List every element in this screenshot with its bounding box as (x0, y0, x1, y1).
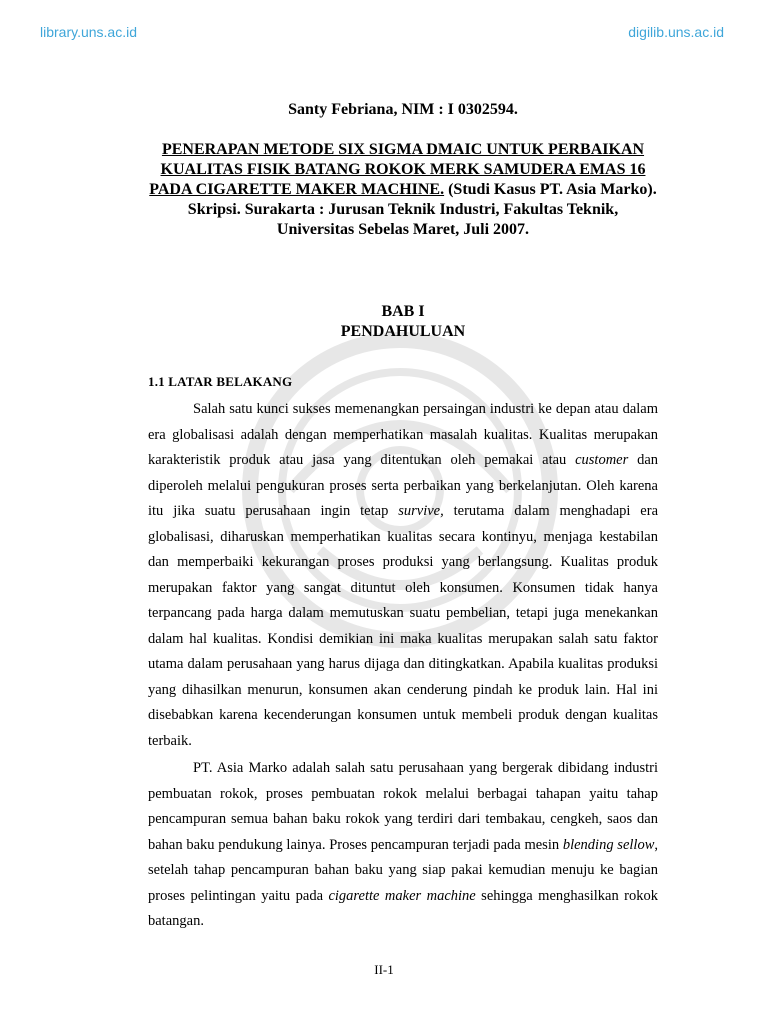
paragraph-2-italic-machine: cigarette maker machine (328, 887, 476, 904)
paragraph-1 (148, 397, 658, 754)
page-number: II-1 (374, 962, 394, 977)
paragraph-2-text-a: PT. Asia Marko adalah salah satu perusahaan yang bergerak dibidang industri pembuatan rokok, proses pembuatan rokok melalui berbagai tahapan yaitu tahap pencampuran semua bahan baku rokok yang terdiri dari tembakau, cengkeh, saos dan bahan baku pendukung lainya. Proses pencampuran terjadi pada mesin (148, 760, 658, 853)
citation-block (148, 140, 658, 240)
paragraph-1-text-b: dan diperoleh melalui pengukuran proses serta perbaikan yang berkelanjutan. Oleh karena itu jika suatu perusahaan ingin tetap (148, 452, 659, 519)
paragraph-2-text-b: , setelah tahap pencampuran bahan baku yang siap pakai kemudian menuju ke bagian proses pelintingan yaitu pada (148, 836, 658, 904)
paragraph-1-text-c: terutama dalam menghadapi era globalisasi, diharuskan memperhatikan kualitas secara kontinyu, menjaga kestabilan dan memperbaiki kekurangan proses produksi yang berlangsung. Kualitas produk merupakan faktor yang sangat dituntut oleh konsumen. Konsumen tidak hanya terpancang pada harga dalam memutuskan suatu pembelian, tetapi juga menekankan dalam hal kualitas. Kondisi demikian ini maka kualitas merupakan salah satu faktor utama dalam perusahaan yang harus dijaga dan ditingkatkan. Apabila kualitas produksi yang dihasilkan menurun, konsumen akan cenderung pindah ke produk lain. Hal ini disebabkan karena kecenderungan konsumen untuk membeli produk dengan kualitas terbaik. (148, 503, 659, 749)
author-line: Santy Febriana, NIM : I 0302594. (288, 101, 518, 118)
watermark-link-right[interactable]: digilib.uns.ac.id (628, 24, 724, 40)
paragraph-2-italic-blending: blending sellow (562, 836, 655, 853)
document-header (148, 100, 658, 240)
body-text (148, 397, 658, 935)
paragraph-1-italic-customer: customer (575, 452, 629, 468)
paragraph-2-text-c: sehingga menghasilkan rokok batangan. (148, 887, 658, 929)
thesis-title: PENERAPAN METODE SIX SIGMA DMAIC UNTUK PERBAIKAN KUALITAS FISIK BATANG ROKOK MERK SAMUDERA EMAS 16 PADA CIGARETTE MAKER MACHINE. (149, 141, 646, 198)
chapter-title: PENDAHULUAN (340, 323, 466, 340)
paragraph-1-text-a: Salah satu kunci sukses memenangkan persaingan industri ke depan atau dalam era globalisasi adalah dengan memperhatikan masalah kualitas. Kualitas merupakan karakteristik produk atau jasa yang ditentukan oleh pemakai atau (148, 401, 658, 468)
chapter-number: BAB I (381, 303, 425, 320)
chapter-heading (148, 302, 658, 342)
watermark-link-left[interactable]: library.uns.ac.id (40, 24, 138, 40)
paragraph-1-italic-survive: survive, (398, 503, 444, 519)
citation-details: (Studi Kasus PT. Asia Marko). Skripsi. Surakarta : Jurusan Teknik Industri, Fakultas Teknik, Universitas Sebelas Maret, Juli 2007. (187, 181, 657, 238)
section-heading: 1.1 LATAR BELAKANG (148, 374, 293, 389)
paragraph-2 (148, 756, 658, 935)
